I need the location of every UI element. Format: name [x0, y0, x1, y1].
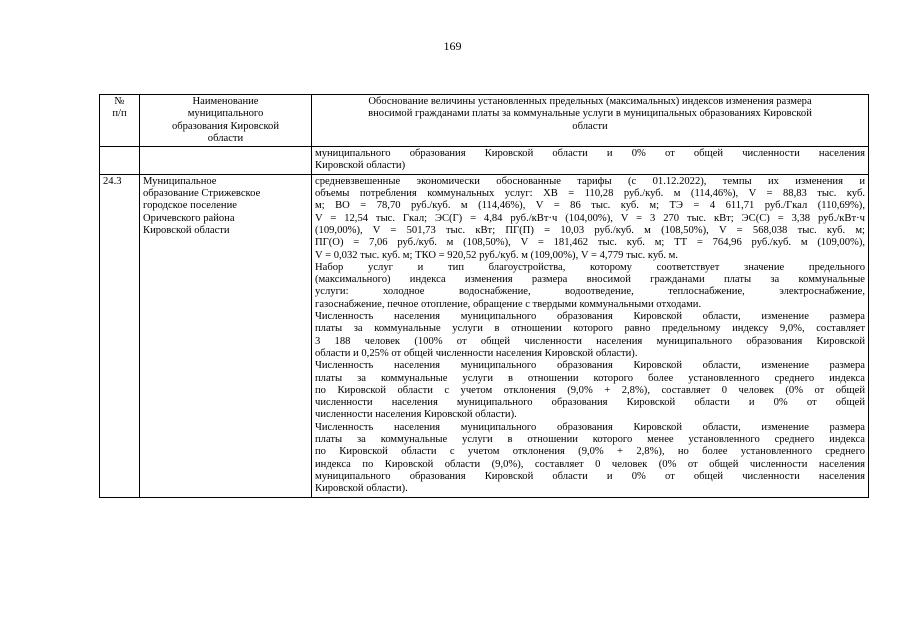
text-line: услуги: холодное водоснабжение, водоотведение, теплоснабжение, электроснабжение, [315, 286, 865, 298]
text-line: платы за коммунальные услуги в отношении которого менее установленного среднего индекса [315, 434, 865, 446]
text-line: численности населения муниципального образования Кировской области и 0% от общей [315, 397, 865, 409]
text-line: м; ВО = 78,70 руб./куб. м (114,46%), V = 86 тыс. куб. м; ТЭ = 4 611,71 руб./Гкал (110,69%), [315, 200, 865, 212]
tariff-table [99, 94, 869, 498]
text-line: платы за коммунальные услуги в отношении которого более установленного среднего индекса [315, 372, 865, 384]
population-between-paragraph [315, 422, 865, 496]
cell-empty [140, 147, 312, 175]
text-line: ПГ(О) = 7,06 руб./куб. м (108,50%), V = 181,462 тыс. куб. м; ТТ = 764,96 руб./куб. м (109,00%), [315, 237, 865, 249]
population-above-paragraph [315, 360, 865, 421]
page-number: 169 [443, 39, 462, 53]
text-line: по Кировской области с учетом отклонения (9,0% + 2,8%), составляет 0 человек (0% от общей [315, 384, 865, 396]
text-line: (максимального) индекса изменения размера вносимой гражданами платы за коммунальные [315, 274, 865, 286]
header-line: Обоснование величины установленных предельных (максимальных) индексов изменения размера [368, 96, 812, 107]
population-equal-paragraph [315, 311, 865, 360]
header-line: вносимой гражданами платы за коммунальные услуги в муниципальных образованиях Кировской [368, 108, 812, 120]
text-line: V = 12,54 тыс. Гкал; ЭС(Г) = 4,84 руб./кВт·ч (104,00%), V = 3 270 тыс. кВт; ЭС(С) = 3,38 руб./кВт·ч [315, 212, 865, 224]
text-line: области и 0,25% от общей численности населения Кировской области). [315, 347, 638, 359]
tariffs-paragraph [315, 176, 865, 262]
header-line: муниципального [187, 108, 264, 120]
text-line: Кировской области) [315, 160, 406, 172]
text-line: газоснабжение, печное отопление, обращение с твердыми коммунальными отходами. [315, 298, 702, 310]
header-basis [312, 95, 869, 147]
text-line: муниципального образования Кировской области и 0% от общей численности населения [315, 470, 865, 482]
text-line: Численность населения муниципального образования Кировской области, изменение размера [315, 421, 865, 433]
text-line: Кировской области). [315, 483, 408, 495]
name-line: Муниципальное [143, 175, 217, 187]
text-line: индекса по Кировской области (9,0%), составляет 0 человек (0% от общей численности населения [315, 458, 865, 470]
text-line: платы за коммунальные услуги в отношении которого равно предельному индексу 9,0%, составляет [315, 323, 865, 335]
name-line: образование Стрижевское [143, 188, 261, 200]
text-line: средневзвешенные экономически обоснованные тарифы (с 01.12.2022), темпы их изменения и [315, 175, 865, 187]
text-line: Численность населения муниципального образования Кировской области, изменение размера [315, 311, 865, 323]
text-line: (109,00%), V = 501,73 тыс. кВт; ПГ(П) = 10,03 руб./куб. м (108,50%), V = 568,038 тыс. куб. м; [315, 224, 865, 236]
cell-continuation [312, 147, 869, 175]
table-row-continuation [100, 147, 869, 175]
continuation-paragraph [315, 148, 865, 173]
table-row-24-3 [100, 174, 869, 497]
text-line: Набор услуг и тип благоустройства, которому соответствует значение предельного [315, 261, 865, 273]
text-line: по Кировской области с учетом отклонения (9,0% + 2,8%), но более установленного среднего [315, 446, 865, 458]
header-line: образования Кировской [171, 120, 280, 132]
text-line: 3 188 человек (100% от общей численности населения муниципального образования Кировской [315, 335, 865, 347]
table-header-row [100, 95, 869, 147]
cell-empty [100, 147, 140, 175]
header-line: № [114, 96, 125, 107]
text-line: Численность населения муниципального образования Кировской области, изменение размера [315, 360, 865, 372]
cell-municipality-name [140, 174, 312, 497]
text-line: V = 0,032 тыс. куб. м; ТКО = 920,52 руб./куб. м (109,00%), V = 4,779 тыс. куб. м. [315, 249, 679, 261]
name-line: Оричевского района [143, 212, 235, 224]
header-number [100, 95, 140, 147]
cell-row-number: 24.3 [100, 174, 140, 497]
text-line: численности населения Кировской области). [315, 409, 517, 421]
services-paragraph [315, 262, 865, 311]
cell-basis-text [312, 174, 869, 497]
header-name [140, 95, 312, 147]
text-line: объемы потребления коммунальных услуг: ХВ = 110,28 руб./куб. м (114,46%), V = 88,83 тыс. куб. [315, 188, 865, 200]
header-line: области [572, 120, 608, 132]
name-line: городское поселение [143, 200, 237, 212]
text-line: муниципального образования Кировской области и 0% от общей численности населения [315, 148, 865, 160]
header-line: п/п [112, 108, 127, 120]
name-line: Кировской области [143, 224, 230, 236]
header-line: области [207, 132, 244, 144]
header-line: Наименование [192, 96, 259, 107]
